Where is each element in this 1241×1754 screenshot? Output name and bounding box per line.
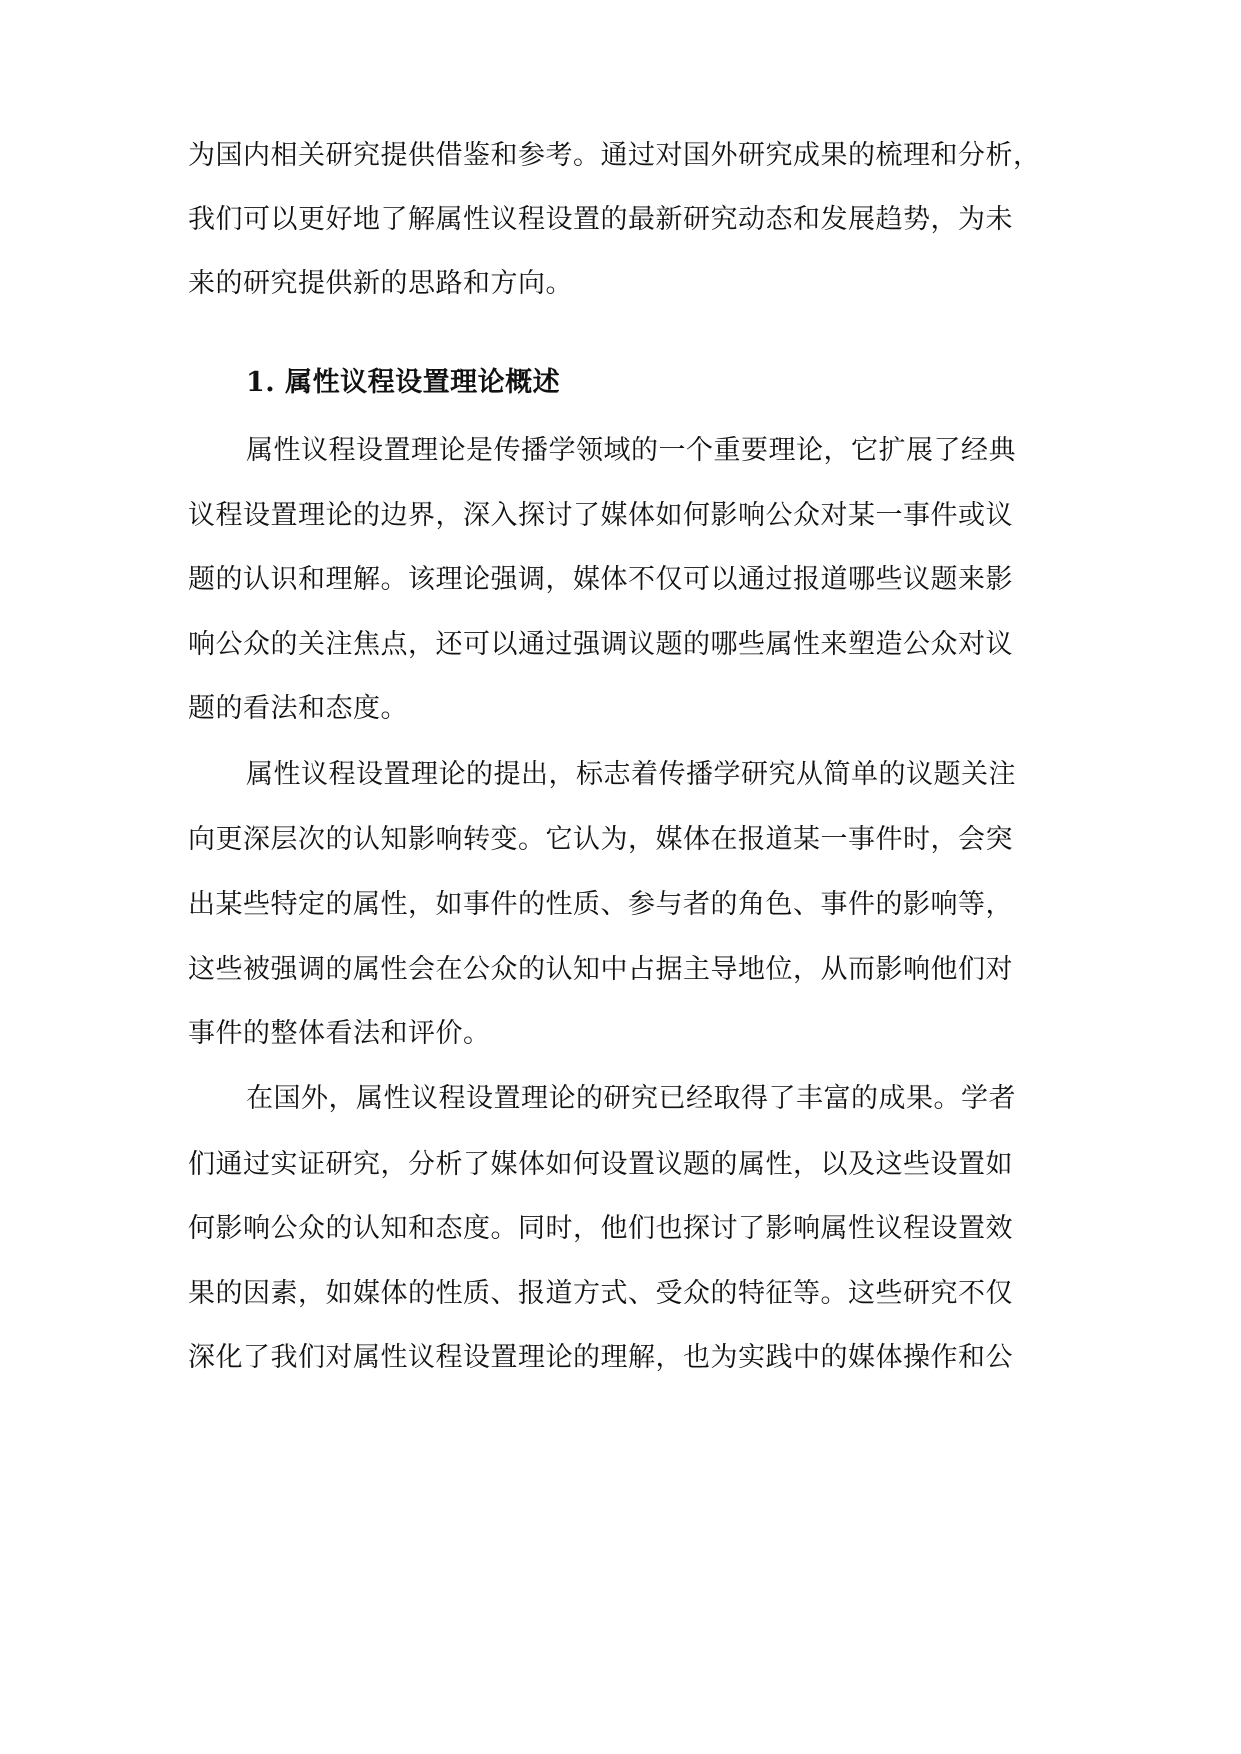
text-line: 出某些特定的属性，如事件的性质、参与者的角色、事件的影响等， bbox=[188, 889, 1013, 920]
text-line: 议程设置理论的边界，深入探讨了媒体如何影响公众对某一事件或议 bbox=[188, 500, 1013, 531]
text-line: 属性议程设置理论的提出，标志着传播学研究从简单的议题关注 bbox=[246, 759, 1016, 790]
text-line: 响公众的关注焦点，还可以通过强调议题的哪些属性来塑造公众对议 bbox=[188, 629, 1013, 660]
text-line: 题的看法和态度。 bbox=[188, 693, 408, 724]
text-line: 果的因素，如媒体的性质、报道方式、受众的特征等。这些研究不仅 bbox=[188, 1278, 1013, 1309]
text-line: 深化了我们对属性议程设置理论的理解，也为实践中的媒体操作和公 bbox=[188, 1342, 1013, 1373]
text-line: 在国外，属性议程设置理论的研究已经取得了丰富的成果。学者 bbox=[246, 1083, 1016, 1114]
text-line: 属性议程设置理论是传播学领域的一个重要理论，它扩展了经典 bbox=[246, 435, 1016, 466]
section-heading: 1. 属性议程设置理论概述 bbox=[246, 367, 561, 398]
text-line: 事件的整体看法和评价。 bbox=[188, 1018, 491, 1049]
text-line: 何影响公众的认知和态度。同时，他们也探讨了影响属性议程设置效 bbox=[188, 1213, 1013, 1244]
text-line: 这些被强调的属性会在公众的认知中占据主导地位，从而影响他们对 bbox=[188, 954, 1013, 985]
text-line: 为国内相关研究提供借鉴和参考。通过对国外研究成果的梳理和分析， bbox=[188, 140, 1041, 171]
text-line: 向更深层次的认知影响转变。它认为，媒体在报道某一事件时，会突 bbox=[188, 824, 1013, 855]
text-line: 们通过实证研究，分析了媒体如何设置议题的属性，以及这些设置如 bbox=[188, 1149, 1013, 1180]
text-line: 我们可以更好地了解属性议程设置的最新研究动态和发展趋势，为未 bbox=[188, 204, 1013, 235]
text-line: 来的研究提供新的思路和方向。 bbox=[188, 268, 573, 299]
text-line: 题的认识和理解。该理论强调，媒体不仅可以通过报道哪些议题来影 bbox=[188, 564, 1013, 595]
